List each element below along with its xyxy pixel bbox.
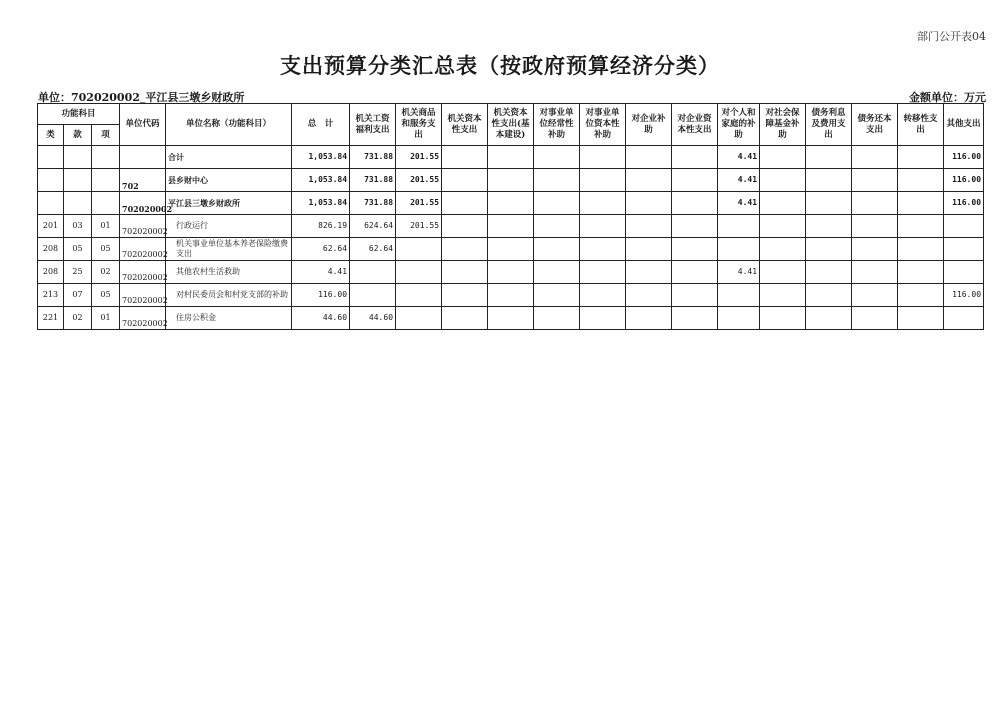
header-unit-name: 单位名称（功能科目） bbox=[166, 104, 292, 146]
cell-value bbox=[626, 238, 672, 261]
cell-code: 702 bbox=[120, 169, 166, 192]
cell-value bbox=[852, 192, 898, 215]
cell-value: 116.00 bbox=[944, 192, 984, 215]
cell-value bbox=[534, 215, 580, 238]
cell-value: 731.88 bbox=[350, 192, 396, 215]
table-row bbox=[38, 307, 984, 330]
cell-lei: 201 bbox=[38, 215, 64, 238]
table-row bbox=[38, 284, 984, 307]
cell-value bbox=[898, 169, 944, 192]
cell-value: 4.41 bbox=[718, 146, 760, 169]
cell-code: 702020002 bbox=[120, 215, 166, 238]
cell-value bbox=[442, 284, 488, 307]
cell-value: 201.55 bbox=[396, 215, 442, 238]
header-col: 对企业资本性支出 bbox=[672, 104, 718, 146]
cell-xiang: 01 bbox=[92, 307, 120, 330]
cell-value bbox=[442, 169, 488, 192]
cell-value bbox=[898, 215, 944, 238]
table-row bbox=[38, 238, 984, 261]
cell-name: 对村民委员会和村党支部的补助 bbox=[166, 284, 292, 307]
cell-value bbox=[488, 238, 534, 261]
table-row bbox=[38, 261, 984, 284]
cell-value bbox=[442, 192, 488, 215]
cell-total: 116.00 bbox=[292, 284, 350, 307]
cell-value bbox=[396, 307, 442, 330]
cell-value bbox=[534, 284, 580, 307]
cell-value bbox=[852, 307, 898, 330]
header-col: 机关工资福利支出 bbox=[350, 104, 396, 146]
cell-value: 4.41 bbox=[718, 192, 760, 215]
cell-value bbox=[760, 284, 806, 307]
cell-value bbox=[396, 284, 442, 307]
cell-value bbox=[626, 261, 672, 284]
cell-total: 4.41 bbox=[292, 261, 350, 284]
cell-value bbox=[534, 192, 580, 215]
cell-value bbox=[718, 238, 760, 261]
cell-lei bbox=[38, 192, 64, 215]
header-lei: 类 bbox=[38, 125, 64, 146]
cell-kuan bbox=[64, 192, 92, 215]
cell-value bbox=[760, 307, 806, 330]
cell-value bbox=[626, 307, 672, 330]
cell-value bbox=[944, 215, 984, 238]
cell-xiang: 02 bbox=[92, 261, 120, 284]
cell-value bbox=[396, 238, 442, 261]
page-title: 支出预算分类汇总表（按政府预算经济分类） bbox=[280, 53, 720, 78]
cell-code: 702020002 bbox=[120, 307, 166, 330]
cell-value bbox=[488, 169, 534, 192]
cell-value bbox=[350, 284, 396, 307]
cell-value bbox=[672, 146, 718, 169]
cell-value bbox=[898, 307, 944, 330]
cell-value bbox=[806, 261, 852, 284]
cell-value bbox=[806, 146, 852, 169]
cell-code bbox=[120, 146, 166, 169]
cell-total: 826.19 bbox=[292, 215, 350, 238]
header-col: 对事业单位经常性补助 bbox=[534, 104, 580, 146]
cell-name: 机关事业单位基本养老保险缴费支出 bbox=[166, 238, 292, 261]
form-number: 部门公开表04 bbox=[917, 30, 986, 43]
cell-value bbox=[944, 307, 984, 330]
header-kuan: 款 bbox=[64, 125, 92, 146]
cell-lei bbox=[38, 146, 64, 169]
cell-value bbox=[760, 192, 806, 215]
cell-value: 116.00 bbox=[944, 284, 984, 307]
amount-unit-label: 金额单位：万元 bbox=[909, 91, 986, 104]
cell-name: 县乡财中心 bbox=[166, 169, 292, 192]
cell-value bbox=[488, 307, 534, 330]
cell-value bbox=[488, 146, 534, 169]
cell-value bbox=[442, 215, 488, 238]
cell-value bbox=[944, 238, 984, 261]
cell-value bbox=[944, 261, 984, 284]
header-col: 机关商品和服务支出 bbox=[396, 104, 442, 146]
cell-code: 702020002 bbox=[120, 261, 166, 284]
cell-xiang: 05 bbox=[92, 284, 120, 307]
cell-lei: 208 bbox=[38, 238, 64, 261]
header-col: 对个人和家庭的补助 bbox=[718, 104, 760, 146]
cell-value bbox=[534, 307, 580, 330]
cell-kuan: 05 bbox=[64, 238, 92, 261]
cell-code: 702020002 bbox=[120, 284, 166, 307]
cell-value bbox=[852, 169, 898, 192]
cell-value bbox=[626, 284, 672, 307]
cell-value bbox=[350, 261, 396, 284]
cell-name: 平江县三墩乡财政所 bbox=[166, 192, 292, 215]
cell-value bbox=[488, 261, 534, 284]
cell-value bbox=[626, 215, 672, 238]
cell-value bbox=[580, 146, 626, 169]
header-func-subject: 功能科目 bbox=[38, 104, 120, 125]
cell-value bbox=[442, 307, 488, 330]
cell-value bbox=[760, 238, 806, 261]
cell-value bbox=[488, 215, 534, 238]
header-col: 机关资本性支出(基本建设) bbox=[488, 104, 534, 146]
cell-value bbox=[806, 169, 852, 192]
cell-value bbox=[806, 307, 852, 330]
cell-total: 62.64 bbox=[292, 238, 350, 261]
cell-value bbox=[580, 215, 626, 238]
cell-value bbox=[898, 284, 944, 307]
header-col: 转移性支出 bbox=[898, 104, 944, 146]
cell-code: 702020002 bbox=[120, 192, 166, 215]
cell-value bbox=[806, 284, 852, 307]
cell-value bbox=[396, 261, 442, 284]
cell-lei bbox=[38, 169, 64, 192]
cell-value bbox=[672, 284, 718, 307]
budget-table bbox=[37, 103, 984, 330]
header-col: 机关资本性支出 bbox=[442, 104, 488, 146]
cell-kuan: 25 bbox=[64, 261, 92, 284]
table-row bbox=[38, 146, 984, 169]
cell-value: 201.55 bbox=[396, 146, 442, 169]
header-col: 对企业补助 bbox=[626, 104, 672, 146]
cell-lei: 221 bbox=[38, 307, 64, 330]
unit-label: 单位：702020002_平江县三墩乡财政所 bbox=[38, 91, 245, 104]
cell-value bbox=[718, 307, 760, 330]
cell-total: 1,053.84 bbox=[292, 146, 350, 169]
cell-code: 702020002 bbox=[120, 238, 166, 261]
table-row bbox=[38, 215, 984, 238]
cell-value bbox=[898, 146, 944, 169]
cell-total: 1,053.84 bbox=[292, 192, 350, 215]
cell-lei: 208 bbox=[38, 261, 64, 284]
cell-kuan bbox=[64, 169, 92, 192]
cell-value: 44.60 bbox=[350, 307, 396, 330]
cell-xiang bbox=[92, 146, 120, 169]
cell-value bbox=[672, 215, 718, 238]
cell-value bbox=[760, 261, 806, 284]
cell-value bbox=[534, 238, 580, 261]
cell-value bbox=[580, 169, 626, 192]
header-col: 其他支出 bbox=[944, 104, 984, 146]
cell-value bbox=[852, 261, 898, 284]
cell-value bbox=[806, 238, 852, 261]
cell-xiang bbox=[92, 169, 120, 192]
cell-total: 1,053.84 bbox=[292, 169, 350, 192]
cell-value bbox=[672, 192, 718, 215]
header-unit-code: 单位代码 bbox=[120, 104, 166, 146]
cell-value: 731.88 bbox=[350, 169, 396, 192]
cell-value bbox=[852, 284, 898, 307]
cell-value bbox=[852, 238, 898, 261]
cell-value bbox=[898, 261, 944, 284]
cell-value bbox=[898, 238, 944, 261]
header-col: 对事业单位资本性补助 bbox=[580, 104, 626, 146]
cell-value bbox=[442, 238, 488, 261]
cell-value bbox=[806, 192, 852, 215]
cell-value bbox=[442, 146, 488, 169]
cell-value: 201.55 bbox=[396, 192, 442, 215]
cell-value bbox=[626, 146, 672, 169]
cell-name: 合计 bbox=[166, 146, 292, 169]
cell-value bbox=[760, 215, 806, 238]
cell-value bbox=[442, 261, 488, 284]
cell-xiang: 05 bbox=[92, 238, 120, 261]
cell-value: 731.88 bbox=[350, 146, 396, 169]
cell-value bbox=[580, 192, 626, 215]
cell-value bbox=[898, 192, 944, 215]
cell-value bbox=[672, 261, 718, 284]
cell-value: 4.41 bbox=[718, 261, 760, 284]
header-total: 总 计 bbox=[292, 104, 350, 146]
cell-value bbox=[626, 192, 672, 215]
cell-value bbox=[580, 238, 626, 261]
cell-value bbox=[760, 169, 806, 192]
cell-kuan: 07 bbox=[64, 284, 92, 307]
cell-value bbox=[580, 261, 626, 284]
cell-total: 44.60 bbox=[292, 307, 350, 330]
cell-value bbox=[852, 215, 898, 238]
cell-value: 62.64 bbox=[350, 238, 396, 261]
header-col: 债务利息及费用支出 bbox=[806, 104, 852, 146]
cell-value bbox=[580, 284, 626, 307]
cell-value bbox=[672, 307, 718, 330]
cell-value: 624.64 bbox=[350, 215, 396, 238]
header-col: 对社会保障基金补助 bbox=[760, 104, 806, 146]
cell-value: 116.00 bbox=[944, 169, 984, 192]
cell-value bbox=[534, 169, 580, 192]
cell-name: 行政运行 bbox=[166, 215, 292, 238]
cell-kuan bbox=[64, 146, 92, 169]
cell-xiang bbox=[92, 192, 120, 215]
cell-value: 4.41 bbox=[718, 169, 760, 192]
header-col: 债务还本支出 bbox=[852, 104, 898, 146]
cell-kuan: 03 bbox=[64, 215, 92, 238]
cell-value bbox=[672, 238, 718, 261]
cell-value bbox=[672, 169, 718, 192]
cell-name: 住房公积金 bbox=[166, 307, 292, 330]
cell-value bbox=[760, 146, 806, 169]
header-xiang: 项 bbox=[92, 125, 120, 146]
cell-value: 201.55 bbox=[396, 169, 442, 192]
cell-value bbox=[718, 284, 760, 307]
cell-value bbox=[626, 169, 672, 192]
cell-value bbox=[718, 215, 760, 238]
cell-xiang: 01 bbox=[92, 215, 120, 238]
cell-value bbox=[534, 261, 580, 284]
cell-kuan: 02 bbox=[64, 307, 92, 330]
table-row bbox=[38, 192, 984, 215]
cell-value bbox=[580, 307, 626, 330]
cell-value bbox=[488, 284, 534, 307]
cell-value bbox=[534, 146, 580, 169]
table-row bbox=[38, 169, 984, 192]
cell-name: 其他农村生活救助 bbox=[166, 261, 292, 284]
cell-lei: 213 bbox=[38, 284, 64, 307]
cell-value bbox=[488, 192, 534, 215]
cell-value bbox=[806, 215, 852, 238]
cell-value bbox=[852, 146, 898, 169]
cell-value: 116.00 bbox=[944, 146, 984, 169]
